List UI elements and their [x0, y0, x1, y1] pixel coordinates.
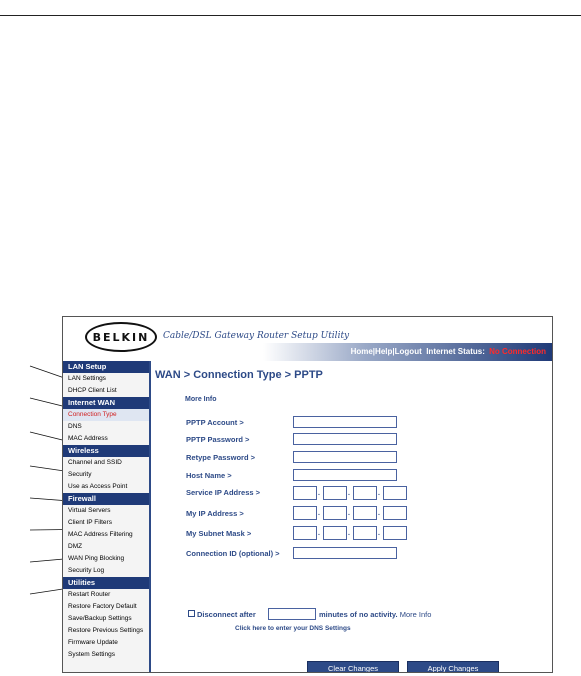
minutes-text: minutes of no activity. — [319, 610, 398, 619]
sidebar-item-dns[interactable]: DNS — [68, 423, 82, 430]
section-firewall: Firewall — [63, 493, 149, 505]
disconnect-after-label: Disconnect after — [197, 610, 256, 619]
pptp-password-input[interactable] — [293, 433, 397, 445]
sidebar-item-system-settings[interactable]: System Settings — [68, 651, 115, 658]
dns-settings-link[interactable]: Click here to enter your DNS Settings — [235, 625, 351, 632]
sidebar-item-security[interactable]: Security — [68, 471, 92, 478]
sidebar-item-security-log[interactable]: Security Log — [68, 567, 105, 574]
ip-dot: . — [318, 530, 320, 537]
belkin-logo: BELKIN — [85, 322, 157, 352]
service-ip-label: Service IP Address > — [186, 488, 261, 497]
sidebar-item-virtual-servers[interactable]: Virtual Servers — [68, 507, 111, 514]
pptp-password-label: PPTP Password > — [186, 435, 250, 444]
my-ip-octet-4[interactable] — [383, 506, 407, 520]
sidebar-item-mac-address[interactable]: MAC Address — [68, 435, 108, 442]
section-lan-setup: LAN Setup — [63, 361, 149, 373]
top-nav: Home|Help|Logout Internet Status: No Connection — [350, 347, 546, 356]
section-wireless: Wireless — [63, 445, 149, 457]
minutes-label — [319, 610, 431, 619]
apply-changes-button[interactable]: Apply Changes — [407, 661, 499, 673]
sidebar-item-restore-factory[interactable]: Restore Factory Default — [68, 603, 137, 610]
page-title: WAN > Connection Type > PPTP — [155, 369, 323, 381]
internet-status-value: No Connection — [489, 347, 546, 356]
my-ip-octet-1[interactable] — [293, 506, 317, 520]
sidebar-item-dmz[interactable]: DMZ — [68, 543, 83, 550]
connection-id-label: Connection ID (optional) > — [186, 549, 280, 558]
sidebar-item-restore-previous[interactable]: Restore Previous Settings — [68, 627, 144, 634]
nav-home-link[interactable]: Home — [350, 347, 373, 356]
sidebar-item-channel-ssid[interactable]: Channel and SSID — [68, 459, 122, 466]
subnet-octet-4[interactable] — [383, 526, 407, 540]
host-name-label: Host Name > — [186, 471, 232, 480]
subnet-octet-2[interactable] — [323, 526, 347, 540]
minutes-more-info-link[interactable]: More Info — [399, 610, 432, 619]
ip-dot: . — [378, 510, 380, 517]
my-ip-label: My IP Address > — [186, 509, 244, 518]
sidebar-item-dhcp-client-list[interactable]: DHCP Client List — [68, 387, 117, 394]
clear-changes-button[interactable]: Clear Changes — [307, 661, 399, 673]
ip-dot: . — [318, 490, 320, 497]
sidebar-item-restart-router[interactable]: Restart Router — [68, 591, 111, 598]
service-ip-octet-2[interactable] — [323, 486, 347, 500]
sidebar-item-mac-filtering[interactable]: MAC Address Filtering — [68, 531, 133, 538]
ip-dot: . — [348, 490, 350, 497]
retype-password-input[interactable] — [293, 451, 397, 463]
service-ip-octet-3[interactable] — [353, 486, 377, 500]
sidebar — [63, 361, 151, 672]
ip-dot: . — [348, 510, 350, 517]
sidebar-item-save-backup[interactable]: Save/Backup Settings — [68, 615, 132, 622]
my-ip-octet-3[interactable] — [353, 506, 377, 520]
service-ip-octet-1[interactable] — [293, 486, 317, 500]
more-info-link[interactable]: More Info — [185, 396, 217, 403]
sidebar-item-firmware-update[interactable]: Firmware Update — [68, 639, 118, 646]
nav-help-link[interactable]: Help — [375, 347, 393, 356]
internet-status-label: Internet Status: — [426, 347, 485, 356]
subnet-octet-3[interactable] — [353, 526, 377, 540]
idle-minutes-input[interactable] — [268, 608, 316, 620]
retype-password-label: Retype Password > — [186, 453, 255, 462]
pptp-account-input[interactable] — [293, 416, 397, 428]
pptp-account-label: PPTP Account > — [186, 418, 244, 427]
connection-id-input[interactable] — [293, 547, 397, 559]
section-utilities: Utilities — [63, 577, 149, 589]
host-name-input[interactable] — [293, 469, 397, 481]
ip-dot: . — [378, 490, 380, 497]
main-content — [155, 361, 552, 672]
app-title: Cable/DSL Gateway Router Setup Utility — [163, 331, 350, 341]
service-ip-octet-4[interactable] — [383, 486, 407, 500]
disconnect-checkbox[interactable] — [188, 610, 195, 617]
section-internet-wan: Internet WAN — [63, 397, 149, 409]
router-ui-window — [62, 316, 553, 673]
ip-dot: . — [348, 530, 350, 537]
sidebar-item-access-point[interactable]: Use as Access Point — [68, 483, 128, 490]
subnet-mask-label: My Subnet Mask > — [186, 529, 252, 538]
sidebar-item-connection-type[interactable]: Connection Type — [63, 409, 149, 421]
subnet-octet-1[interactable] — [293, 526, 317, 540]
sidebar-item-client-ip-filters[interactable]: Client IP Filters — [68, 519, 112, 526]
sidebar-item-lan-settings[interactable]: LAN Settings — [68, 375, 106, 382]
ip-dot: . — [318, 510, 320, 517]
header — [63, 317, 552, 361]
sidebar-item-wan-ping-blocking[interactable]: WAN Ping Blocking — [68, 555, 125, 562]
nav-logout-link[interactable]: Logout — [394, 347, 422, 356]
ip-dot: . — [378, 530, 380, 537]
my-ip-octet-2[interactable] — [323, 506, 347, 520]
